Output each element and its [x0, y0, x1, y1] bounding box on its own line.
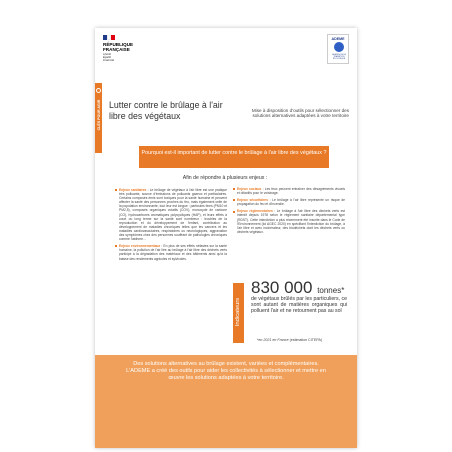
ademe-circle-icon	[334, 42, 344, 52]
right-column	[233, 187, 345, 237]
french-flag-icon	[103, 35, 115, 40]
left-column	[115, 188, 227, 264]
band-label: CLÉS POUR AGIR	[97, 99, 101, 131]
list-item: Enjeux sécuritaires : Le brûlage à l'air libre représente un risque de propagation du feu et d'incendie.	[233, 198, 345, 206]
indicator-source: *en 2021 en France (estimation CITEPA)	[257, 338, 323, 342]
question-banner: Pourquoi est-il important de lutter contre le brûlage à l'air libre des végétaux ?	[139, 146, 329, 168]
section-subhead: Afin de répondre à plusieurs enjeux :	[182, 175, 268, 181]
bullet-square-icon	[233, 211, 235, 213]
list-item: Enjeux environnementaux : En plus de ses effets néfastes sur la santé humaine, la pollution de l'air liée au brûlage à l'air libre des déchets verts participe à la dégradation des matériaux et des bâtiments ainsi qu'à la baisse des rendements agricoles et sylvicoles.	[115, 244, 227, 260]
indicator-value: 830 000 tonnes*	[251, 278, 345, 297]
republique-francaise-logo: RÉPUBLIQUE FRANÇAISE	[103, 42, 134, 52]
list-item: Enjeux sociaux : Les feux peuvent entraîner des désagréments visuels et olfactifs pour le voisinage.	[233, 187, 345, 195]
bullet-square-icon	[233, 188, 235, 190]
list-item: Enjeux sanitaires : Le brûlage de végétaux à l'air libre est une pratique très polluante, source d'émissions de polluants gazeux et particulaires. Certains composés émis sont toxiques pour la santé humaine et peuvent affecter la santé des personnes proches du feu, mais également celle de la population environnante, tout leur est longue : particules fines (PM10 et PM2,5), composés organiques volatils (COV), monoxyde de carbone (CO), hydrocarbures aromatiques polycycliques (HAP), et leurs effets à court ou long terme sur la santé sont nombreux : troubles de la reproduction et du développement de l'enfant, contribution au développement de maladies chroniques telles que les cancers et les maladies cardiovasculaires, respiratoires ou neurologiques, aggravation des symptômes chez des personnes souffrant de pathologies chroniques comme l'asthme…	[115, 188, 227, 241]
document-page	[95, 28, 357, 448]
bullet-square-icon	[115, 189, 117, 191]
page-title: Lutter contre le brûlage à l'air libre des végétaux	[109, 100, 223, 121]
bottom-callout: Des solutions alternatives au brûlage existent, variées et complémentaires. L'ADEME a créé des outils pour aider les collectivités à sélectionner et mettre en œuvre les solutions adaptées à votre territoire.	[95, 355, 357, 448]
list-item: Enjeux réglementaires : Le brûlage à l'air libre des déchets verts est interdit depuis 1978 selon le règlement sanitaire départemental type (RDST). Cette interdiction a plus récemment été inscrite dans le Code de l'Environnement (loi AGEC 2020) en spécifiant l'interdiction du brûlage, à l'air libre et avec incinérateur, des biodéchets dont les déchets verts ou déchets végétaux.	[233, 209, 345, 234]
republic-motto: Liberté Égalité Fraternité	[103, 53, 115, 62]
bullet-square-icon	[115, 245, 117, 247]
tagline: Mise à disposition d'outils pour sélectionner des solutions alternatives adaptées à votre territoire	[251, 108, 349, 119]
indicator-label: Indicateurs	[235, 297, 241, 327]
indicator-description: de végétaux brûlés par les particuliers, ce sont autant de matières organiques qui polluent l'air et ne retournent pas au sol	[251, 296, 347, 314]
ademe-logo: ADEME AGENCE DE LA TRANSITION ÉCOLOGIQUE	[327, 34, 349, 64]
bullet-square-icon	[233, 199, 235, 201]
